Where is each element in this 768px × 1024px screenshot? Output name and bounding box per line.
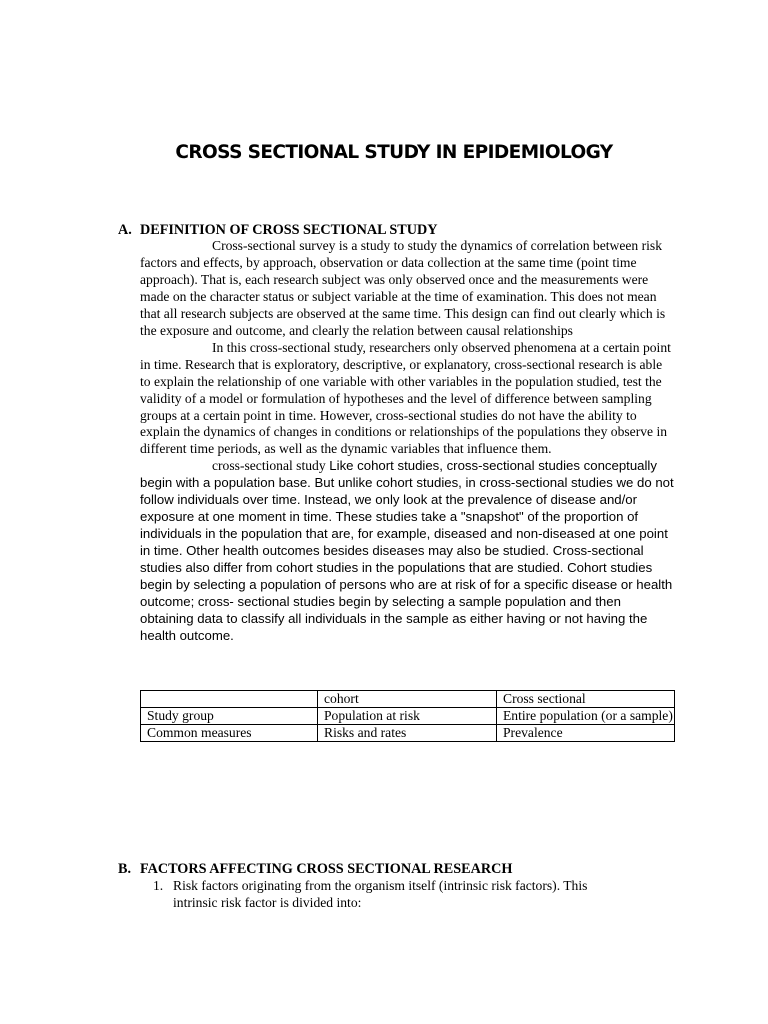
section-b-letter: B. <box>118 861 132 877</box>
section-b-heading <box>118 861 512 878</box>
table-cell: Prevalence <box>497 725 675 742</box>
table-cell: Cross sectional <box>497 691 675 708</box>
factor-list <box>153 877 678 911</box>
table-header-row <box>141 691 675 708</box>
table-cell: Common measures <box>141 725 318 742</box>
list-item-number: 1. <box>153 878 164 893</box>
table-cell: cohort <box>318 691 497 708</box>
section-a-heading-text: DEFINITION OF CROSS SECTIONAL STUDY <box>140 222 438 238</box>
table-cell <box>141 691 318 708</box>
section-b-heading-text: FACTORS AFFECTING CROSS SECTIONAL RESEARCH <box>140 861 513 877</box>
paragraph-3 <box>140 458 675 644</box>
paragraph-2: In this cross-sectional study, researchers only observed phenomena at a certain point in time. Research that is exploratory, descriptive, or explanatory, cross-sectional research is able to explain the relationship of one variable with other variables in the population studied, test the validity of a model or formulation of hypotheses and the level of difference between sampling groups at a certain point in time. However, cross-sectional studies do not have the ability to explain the dynamics of changes in conditions or relationships of the populations they observe in different time periods, as well as the dynamic variables that influence them. <box>140 339 671 457</box>
list-item-continuation: intrinsic risk factor is divided into: <box>173 895 362 910</box>
section-a-letter: A. <box>118 222 132 238</box>
table-cell: Entire population (or a sample) <box>497 708 675 725</box>
paragraph-3-rest: Like cohort studies, cross-sectional studies conceptually begin with a population base. But unlike cohort studies, in cross-sectional studies we do not follow individuals over time. Instead, we only look at the prevalence of disease and/or exposure at one moment in time. These studies take a "snapshot" of the proportion of individuals in the population that are, for example, diseased and non-diseased at one point in time. Other health outcomes besides diseases may also be studied. Cross-sectional studies also differ from cohort studies in the populations that are studied. Cohort studies begin by selecting a population of persons who are at risk of for a specific disease or health outcome; cross- sectional studies begin by selecting a sample population and then obtaining data to classify all individuals in the sample as either having or not having the health outcome. <box>140 458 674 643</box>
list-item-text: Risk factors originating from the organism itself (intrinsic risk factors). This <box>173 878 588 893</box>
table-row <box>141 725 675 742</box>
comparison-table <box>140 690 675 742</box>
section-a-heading <box>118 222 437 239</box>
page-title: CROSS SECTIONAL STUDY IN EPIDEMIOLOGY <box>175 142 613 163</box>
table-cell: Risks and rates <box>318 725 497 742</box>
table-row <box>141 708 675 725</box>
paragraph-1: Cross-sectional survey is a study to study the dynamics of correlation between risk factors and effects, by approach, observation or data collection at the same time (point time approach). That is, each research subject was only observed once and the measurements were made on the character status or subject variable at the time of examination. This does not mean that all research subjects are observed at the same time. This design can find out clearly which is the exposure and outcome, and clearly the relation between causal relationships <box>140 238 666 338</box>
list-item <box>153 877 678 894</box>
section-a-body <box>140 238 675 645</box>
table-cell: Study group <box>141 708 318 725</box>
paragraph-3-lead: cross-sectional study <box>212 458 326 474</box>
table-cell: Population at risk <box>318 708 497 725</box>
